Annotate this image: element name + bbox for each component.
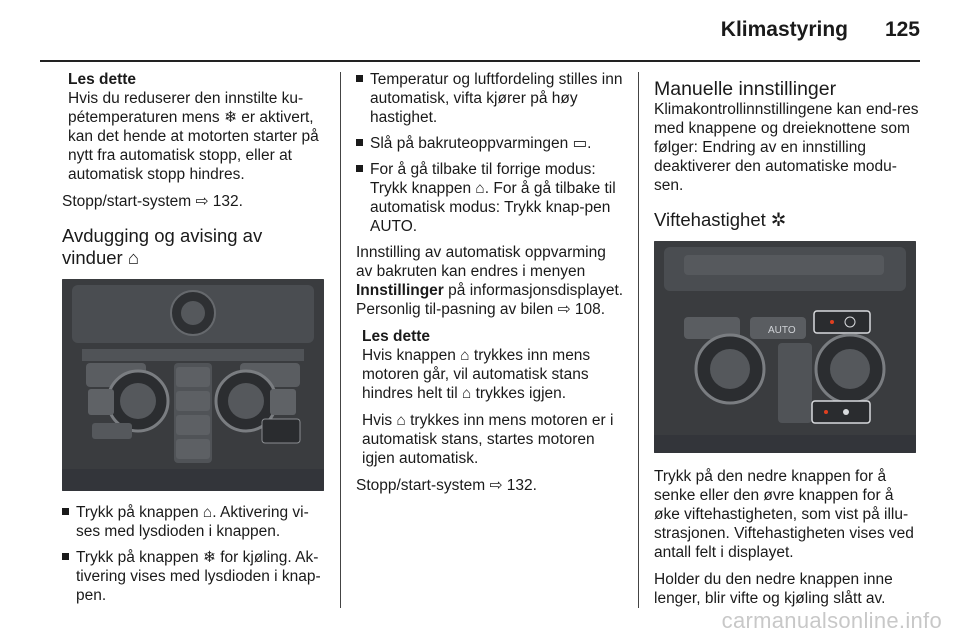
paragraph: Klimakontrollinnstillingene kan end-res med knappene og dreieknottene som følger: Endring av en innstilling deaktiverer den automatiske modu-sen.	[654, 101, 919, 194]
climate-panel-photo	[62, 279, 324, 491]
page-title: Klimastyring	[720, 18, 848, 41]
list-item: Temperatur og luftfordeling stilles inn automatisk, vifta kjører på høy hastighet.	[356, 70, 624, 127]
section-heading: Avdugging og avising av vinduer ⌂	[62, 225, 263, 268]
page-header	[0, 0, 960, 60]
column-1	[62, 70, 324, 612]
column-3	[654, 70, 922, 616]
column-2	[356, 70, 624, 503]
list-item: Trykk på knappen ⌂. Aktivering vi-ses med lysdioden i knappen.	[62, 503, 324, 541]
list-item: Slå på bakruteoppvarmingen ▭.	[356, 134, 624, 153]
column-divider	[340, 72, 341, 608]
cross-reference: Stopp/start-system ⇨ 132.	[62, 193, 243, 210]
fan-control-photo	[654, 241, 916, 453]
header-rule	[40, 60, 920, 62]
paragraph: Innstilling av automatisk oppvarming av bakruten kan endres i menyen Innstillinger på informasjonsdisplayet. Personlig til-pasning av bilen ⇨ 108.	[356, 244, 624, 318]
watermark: carmanualsonline.info	[721, 608, 942, 633]
note-text: Hvis knappen ⌂ trykkes inn mens motoren går, vil automatisk stans hindres helt til ⌂ trykkes igjen.	[362, 347, 591, 402]
paragraph: Holder du den nedre knappen inne lenger, blir vifte og kjøling slått av.	[654, 571, 893, 607]
auto-label: AUTO	[768, 325, 796, 336]
note-title: Les dette	[362, 328, 431, 345]
subsection-heading: Viftehastighet ✲	[654, 209, 787, 230]
list-item: For å gå tilbake til forrige modus: Trykk knappen ⌂. For å gå tilbake til automatisk modus: Trykk knap-pen AUTO.	[356, 160, 624, 236]
note-text: Hvis ⌂ trykkes inn mens motoren er i automatisk stans, startes motoren igjen automatisk.	[362, 412, 614, 467]
list-item: Trykk på knappen ❄ for kjøling. Ak-tivering vises med lysdioden i knap-pen.	[62, 548, 324, 605]
cross-reference: Stopp/start-system ⇨ 132.	[356, 477, 537, 494]
menu-name: Innstillinger	[356, 282, 444, 299]
note-title: Les dette	[68, 71, 137, 88]
note-box	[68, 70, 324, 184]
page-number: 125	[884, 18, 920, 41]
section-heading: Manuelle innstillinger	[654, 78, 837, 100]
note-box	[362, 327, 624, 468]
column-divider	[638, 72, 639, 608]
note-text: Hvis du reduserer den innstilte ku-pétemperaturen mens ❄ er aktivert, kan det hende at motorten starter på nytt fra automatisk stopp, eller at automatisk stopp hindres.	[68, 90, 319, 183]
paragraph: Trykk på den nedre knappen for å senke eller den øvre knappen for å øke viftehastigheten, som vist på illu-strasjonen. Viftehastigheten vises ved antall felt i displayet.	[654, 468, 914, 561]
